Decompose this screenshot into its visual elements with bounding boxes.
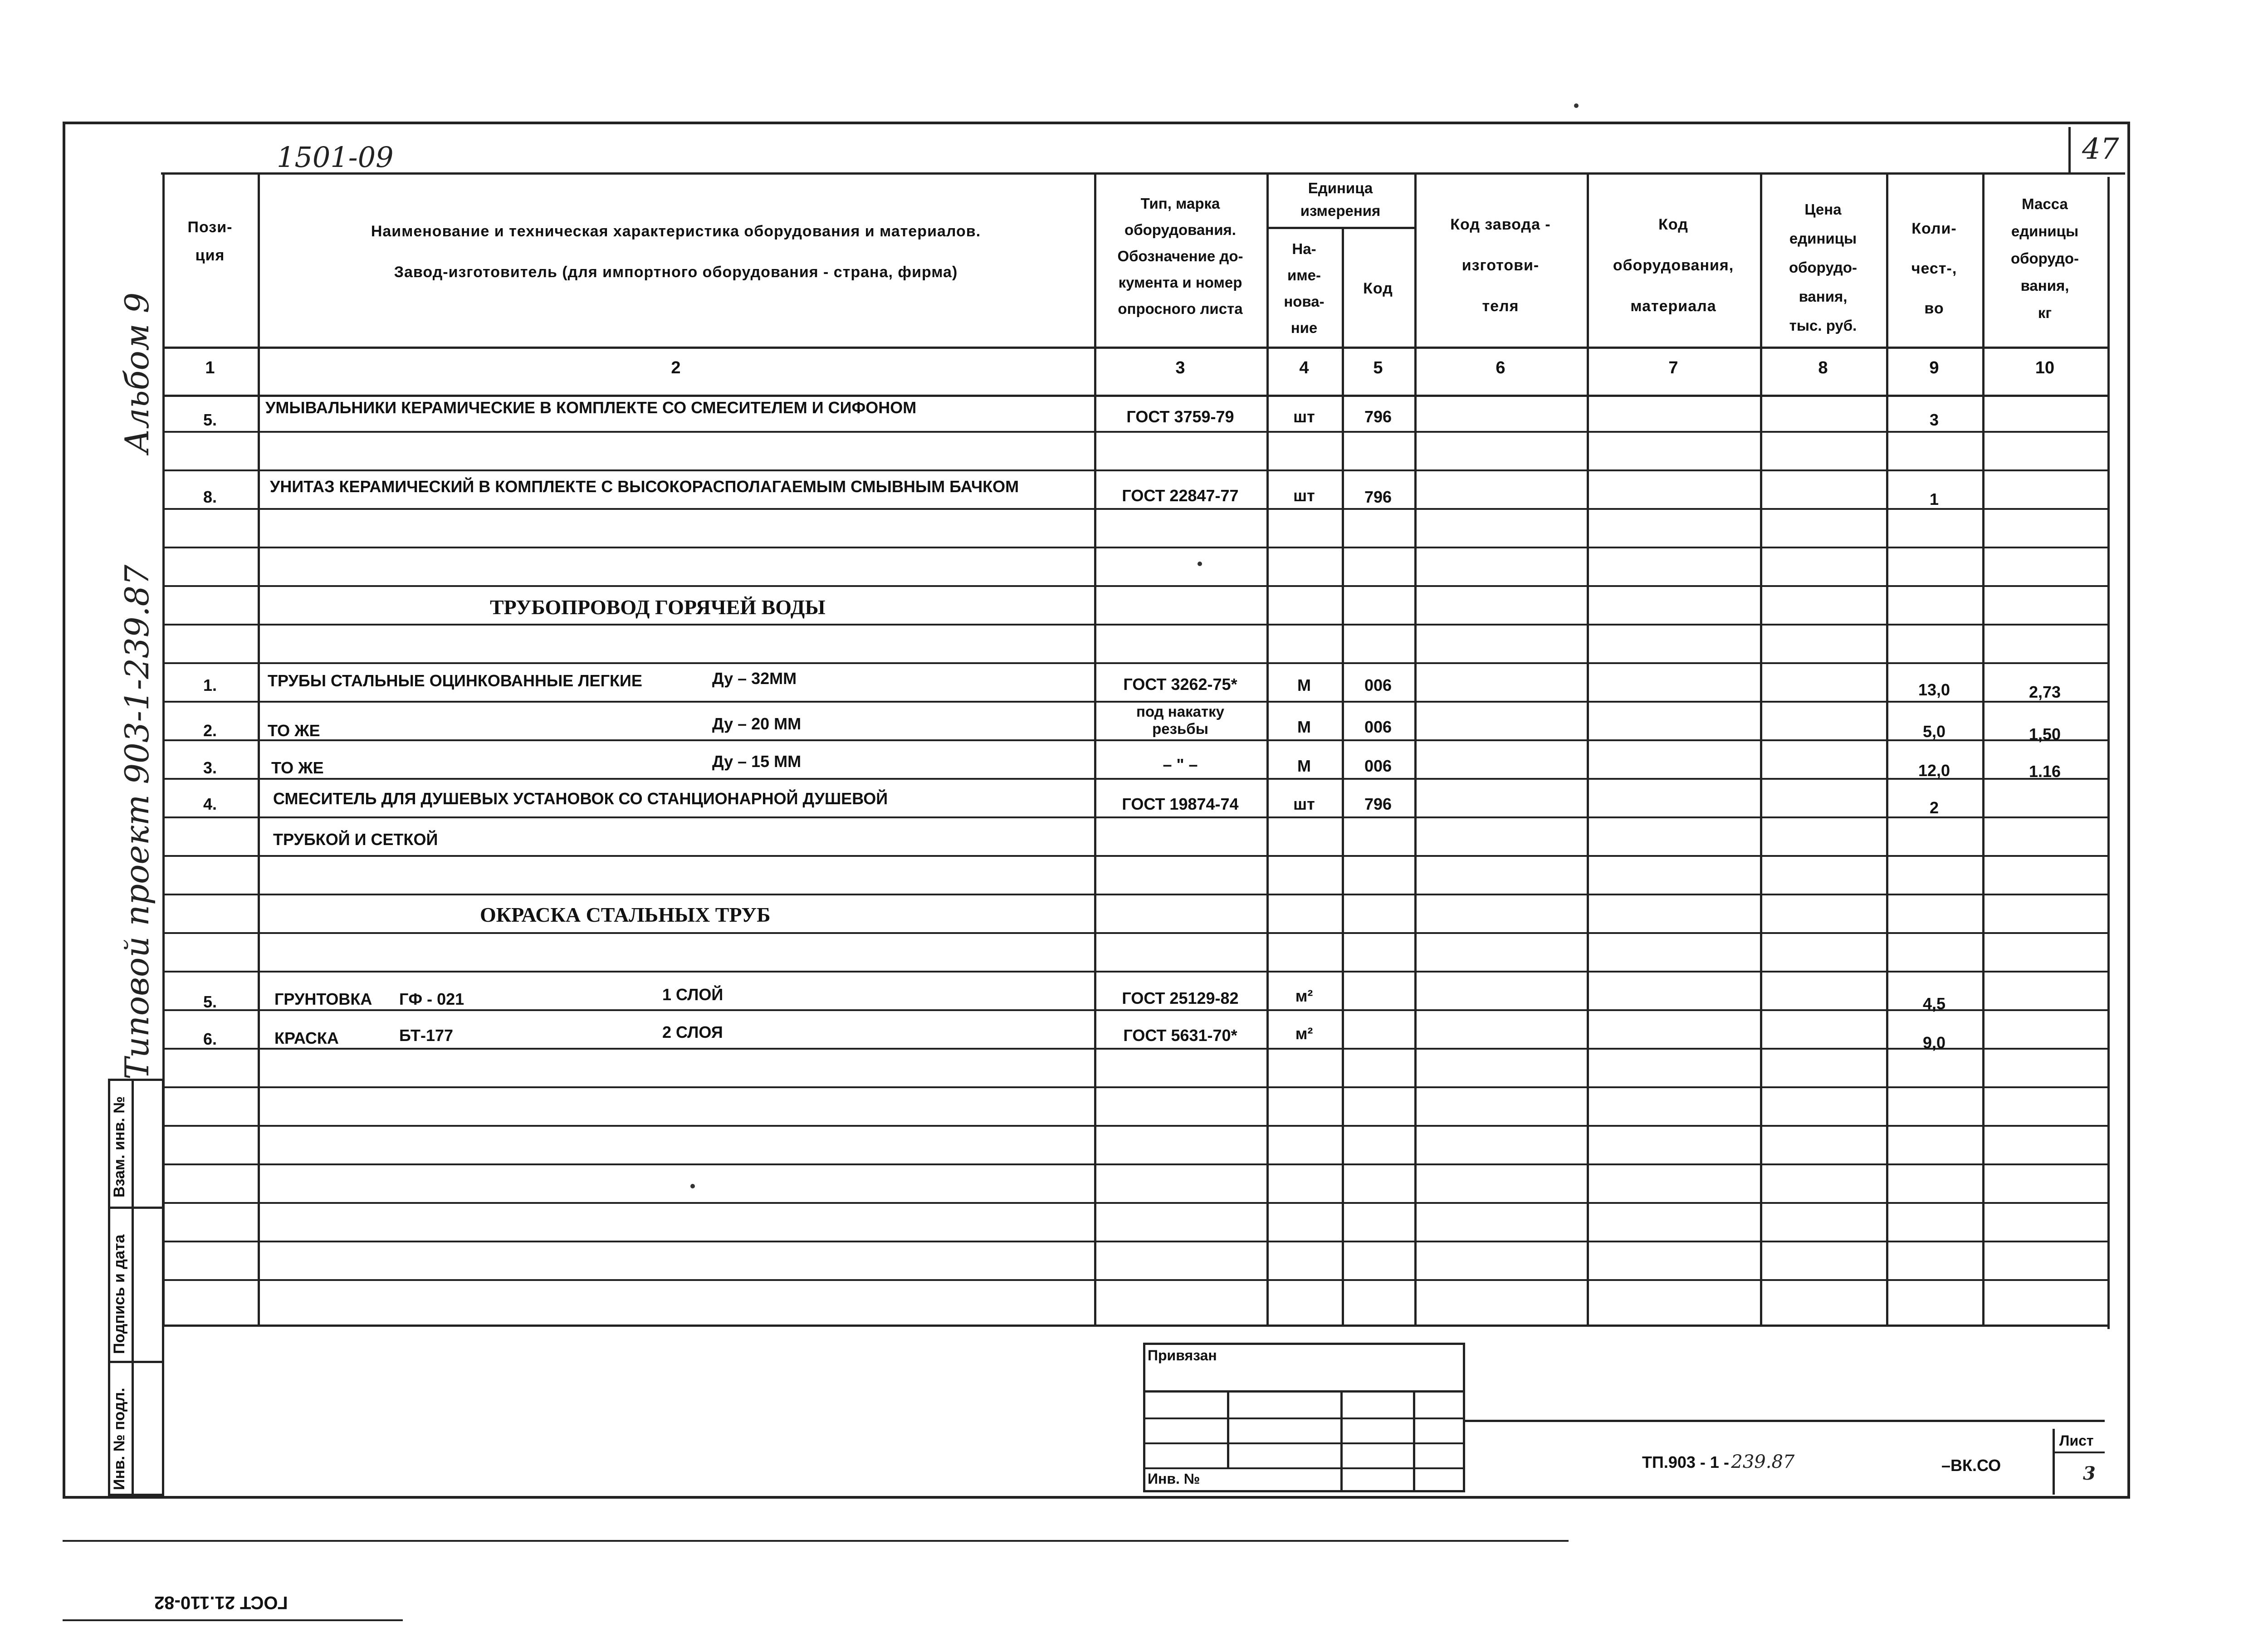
row3-size: Ду – 32ММ (712, 669, 797, 688)
row1-unit: шт (1293, 407, 1315, 426)
row-line-3 (162, 508, 2107, 510)
col-line-2 (1094, 172, 1096, 1325)
header-price-l2: единицы (1789, 230, 1857, 247)
list-number: 3 (2083, 1463, 2096, 1484)
row-line-14 (162, 932, 2107, 934)
row7-layers: 1 СЛОЙ (662, 985, 723, 1004)
header-equip-l3: материала (1630, 298, 1716, 315)
row5-qty: 12,0 (1918, 761, 1950, 780)
scan-speck-3 (690, 1184, 695, 1188)
row4-doc-l1: под накатку (1136, 703, 1224, 720)
header-type-l2: оборудования. (1124, 221, 1236, 238)
header-type-l3: Обозначение до- (1117, 248, 1243, 264)
row2-qty: 1 (1929, 490, 1939, 508)
row-line-7 (162, 662, 2107, 664)
row4-doc-l2: резьбы (1152, 720, 1208, 737)
row6-code: 796 (1364, 795, 1392, 813)
col-line-4 (1342, 227, 1344, 1325)
row-line-20 (162, 1163, 2107, 1165)
row1-qty: 3 (1929, 411, 1939, 429)
header-unit-code: Код (1363, 280, 1393, 297)
row-line-12 (162, 855, 2107, 857)
row-line-5 (162, 585, 2107, 587)
side-stamp-line-2 (108, 1361, 164, 1363)
header-price-l3: оборудо- (1789, 259, 1857, 276)
unit-group-split (1266, 227, 1414, 229)
header-name-l1: Наименование и техническая характеристика оборудования и материалов. (371, 223, 981, 240)
row-line-9 (162, 739, 2107, 741)
row8-qty: 9,0 (1922, 1033, 1946, 1052)
header-qty-l3: во (1924, 300, 1944, 317)
inv-no-label: Инв. № (1148, 1471, 1200, 1487)
col-line-9 (1982, 172, 1984, 1325)
colnum-6: 6 (1496, 358, 1505, 377)
header-qty (1886, 209, 1982, 328)
designation-hand: 239.87 (1731, 1452, 1795, 1472)
header-bottom (162, 347, 2107, 349)
row4-size: Ду – 20 ММ (712, 714, 802, 733)
row4-unit: М (1297, 718, 1311, 736)
col-line-6 (1587, 172, 1589, 1325)
header-mass (1982, 191, 2107, 327)
row7-unit: м² (1295, 987, 1313, 1005)
sheet-designation (1642, 1452, 1794, 1472)
col-line-3 (1266, 172, 1269, 1325)
row6-name: СМЕСИТЕЛЬ ДЛЯ ДУШЕВЫХ УСТАНОВОК СО СТАНЦИОНАРНОЙ ДУШЕВОЙ (273, 789, 888, 808)
title-main-top (1465, 1420, 2105, 1422)
header-unit-l2: измерения (1300, 202, 1381, 219)
vertical-title-text: Типовой проект 903-1-239.87 (118, 564, 156, 1080)
row4-qty: 5,0 (1922, 722, 1946, 741)
row6-name2: ТРУБКОЙ И СЕТКОЙ (273, 830, 438, 849)
row-line-8 (162, 701, 2107, 703)
col-line-5 (1414, 172, 1417, 1325)
header-name (258, 211, 1094, 293)
row7-qty: 4,5 (1922, 994, 1946, 1013)
header-type-l4: кумента и номер (1118, 274, 1242, 291)
colnum-2: 2 (671, 358, 681, 377)
header-factory-l2: изготови- (1461, 257, 1540, 274)
header-unit-name-l4: ние (1290, 319, 1318, 336)
row-line-15 (162, 971, 2107, 973)
row8-pos: 6. (203, 1030, 217, 1048)
row-line-21 (162, 1202, 2107, 1204)
header-unit-group (1266, 177, 1414, 222)
privyazan-line-3 (1143, 1442, 1465, 1444)
header-equip-code (1587, 204, 1760, 327)
row-line-4 (162, 547, 2107, 548)
privyazan-col-3 (1413, 1390, 1415, 1492)
vertical-project-title (118, 565, 156, 1080)
header-qty-l2: чест-, (1911, 260, 1957, 277)
colnum-8: 8 (1818, 358, 1828, 377)
row6-qty: 2 (1929, 798, 1939, 817)
row3-pos: 1. (203, 676, 217, 694)
row5-pos: 3. (203, 758, 217, 777)
row-line-10 (162, 778, 2107, 780)
header-mass-l2: единицы (2011, 223, 2079, 239)
bottom-stub-line (63, 1619, 403, 1621)
row-line-19 (162, 1125, 2107, 1127)
row2-code: 796 (1364, 488, 1392, 506)
header-mass-l4: вания, (2020, 277, 2069, 294)
privyazan-label: Привязан (1148, 1347, 1217, 1364)
header-price-l5: тыс. руб. (1789, 317, 1857, 334)
colnum-7: 7 (1668, 358, 1678, 377)
header-type (1094, 191, 1266, 322)
row3-unit: М (1297, 676, 1311, 694)
row6-doc: ГОСТ 19874-74 (1122, 795, 1239, 813)
header-unit-name (1266, 236, 1342, 341)
row6-pos: 4. (203, 795, 217, 813)
privyazan-line-2 (1143, 1417, 1465, 1419)
header-mass-l5: кг (2038, 304, 2052, 321)
row6-unit: шт (1293, 795, 1315, 813)
vertical-album-label (118, 293, 156, 454)
col-line-7 (1760, 172, 1762, 1325)
header-name-l2: Завод-изготовитель (для импортного оборудования - страна, фирма) (394, 264, 958, 281)
header-pos-l1: Пози- (187, 219, 233, 236)
header-equip-l1: Код (1658, 216, 1688, 233)
row2-name: УНИТАЗ КЕРАМИЧЕСКИЙ В КОМПЛЕКТЕ С ВЫСОКОРАСПОЛАГАЕМЫМ СМЫВНЫМ БАЧКОМ (270, 477, 1019, 496)
page-number: 47 (2082, 132, 2119, 166)
row-line-18 (162, 1086, 2107, 1088)
row1-doc: ГОСТ 3759-79 (1126, 407, 1234, 426)
header-mass-l1: Масса (2022, 196, 2068, 212)
row8-layers: 2 СЛОЯ (662, 1023, 723, 1041)
row4-doc (1094, 703, 1266, 738)
row3-mass: 2,73 (2028, 683, 2061, 701)
header-qty-l1: Коли- (1911, 220, 1957, 237)
row1-pos: 5. (203, 411, 217, 429)
doc-code: 1501-09 (277, 141, 394, 174)
numbers-bottom (162, 395, 2107, 397)
row8-unit: м² (1295, 1024, 1313, 1043)
bottom-gost: ГОСТ 21.110-82 (154, 1593, 288, 1613)
side-stamp-podpis: Подпись и дата (111, 1234, 128, 1354)
row4-code: 006 (1364, 718, 1392, 736)
scan-speck-2 (1198, 562, 1202, 566)
vertical-album-text: Альбом 9 (118, 292, 156, 454)
section-hot-water: ТРУБОПРОВОД ГОРЯЧЕЙ ВОДЫ (490, 596, 826, 619)
row3-name: ТРУБЫ СТАЛЬНЫЕ ОЦИНКОВАННЫЕ ЛЕГКИЕ (268, 671, 642, 690)
row-line-16 (162, 1009, 2107, 1011)
row-line-2 (162, 469, 2107, 471)
header-factory-code (1414, 204, 1587, 327)
header-unit-name-l1: На- (1292, 240, 1316, 257)
designation-text: ТП.903 - 1 - (1642, 1453, 1729, 1471)
row1-name: УМЫВАЛЬНИКИ КЕРАМИЧЕСКИЕ В КОМПЛЕКТЕ СО СМЕСИТЕЛЕМ И СИФОНОМ (265, 398, 917, 417)
row7-pos: 5. (203, 992, 217, 1011)
list-box-split (2053, 1452, 2105, 1453)
row-line-22 (162, 1241, 2107, 1242)
row2-doc: ГОСТ 22847-77 (1122, 486, 1239, 505)
header-type-l5: опросного листа (1118, 300, 1243, 317)
header-price (1760, 195, 1886, 340)
row2-pos: 8. (203, 488, 217, 506)
side-stamp-vzam: Взам. инв. № (111, 1096, 128, 1197)
col-line-1 (258, 172, 260, 1325)
row-line-1 (162, 431, 2107, 433)
row7-doc: ГОСТ 25129-82 (1122, 989, 1239, 1007)
row-line-6 (162, 624, 2107, 626)
row7-name: ГРУНТОВКА (274, 990, 372, 1008)
colnum-9: 9 (1929, 358, 1939, 377)
header-factory-l3: теля (1482, 298, 1519, 315)
header-unit-l1: Единица (1308, 180, 1373, 196)
list-label: Лист (2059, 1432, 2094, 1449)
side-stamp-split (132, 1079, 134, 1496)
header-equip-l2: оборудования, (1613, 257, 1734, 274)
privyazan-line-4 (1143, 1467, 1465, 1469)
privyazan-col-2 (1340, 1390, 1343, 1492)
top-rule (161, 172, 2125, 175)
row1-code: 796 (1364, 407, 1392, 426)
colnum-4: 4 (1299, 358, 1309, 377)
row2-unit: шт (1293, 486, 1315, 505)
row3-code: 006 (1364, 676, 1392, 694)
privyazan-line-1 (1143, 1390, 1465, 1393)
row5-code: 006 (1364, 757, 1392, 775)
row5-size: Ду – 15 ММ (712, 752, 802, 771)
section-pipe-painting: ОКРАСКА СТАЛЬНЫХ ТРУБ (480, 903, 771, 926)
header-price-l1: Цена (1804, 201, 1842, 218)
row3-doc: ГОСТ 3262-75* (1123, 675, 1237, 694)
list-box-left (2053, 1429, 2055, 1495)
header-unit-name-l2: име- (1287, 267, 1321, 283)
row-line-11 (162, 816, 2107, 818)
header-factory-l1: Код завода - (1450, 216, 1551, 233)
row8-mark: БТ-177 (399, 1026, 454, 1045)
bottom-edge-line (63, 1540, 1569, 1542)
privyazan-col-1 (1227, 1390, 1229, 1467)
row5-doc: – " – (1163, 755, 1198, 774)
row5-name: ТО ЖЕ (271, 758, 324, 777)
designation-suffix: –ВК.СО (1941, 1456, 2001, 1475)
row3-qty: 13,0 (1918, 680, 1950, 699)
colnum-10: 10 (2035, 358, 2055, 377)
row8-name: КРАСКА (274, 1029, 339, 1047)
col-line-8 (1886, 172, 1888, 1325)
row7-mark: ГФ - 021 (399, 990, 464, 1008)
row5-mass: 1.16 (2028, 762, 2061, 781)
side-stamp-inv: Инв. № подл. (111, 1388, 128, 1490)
colnum-5: 5 (1373, 358, 1383, 377)
header-price-l4: вания, (1799, 288, 1848, 305)
col-line-10 (2107, 177, 2110, 1329)
row4-mass: 1,50 (2028, 725, 2061, 743)
side-stamp-line-1 (108, 1207, 164, 1209)
header-mass-l3: оборудо- (2010, 250, 2079, 267)
header-unit-name-l3: нова- (1284, 293, 1325, 310)
row-line-17 (162, 1048, 2107, 1050)
row8-doc: ГОСТ 5631-70* (1123, 1026, 1237, 1045)
page-number-divider (2068, 127, 2071, 172)
colnum-3: 3 (1175, 358, 1185, 377)
row-line-13 (162, 894, 2107, 895)
header-pos-l2: ция (195, 247, 225, 264)
header-pos (162, 213, 258, 269)
row5-unit: М (1297, 757, 1311, 775)
row4-pos: 2. (203, 721, 217, 740)
row4-name: ТО ЖЕ (268, 721, 320, 740)
row-line-23 (162, 1279, 2107, 1281)
scan-speck-1 (1574, 103, 1579, 108)
colnum-1: 1 (205, 358, 215, 377)
header-type-l1: Тип, марка (1140, 195, 1220, 212)
table-bottom (162, 1325, 2107, 1327)
